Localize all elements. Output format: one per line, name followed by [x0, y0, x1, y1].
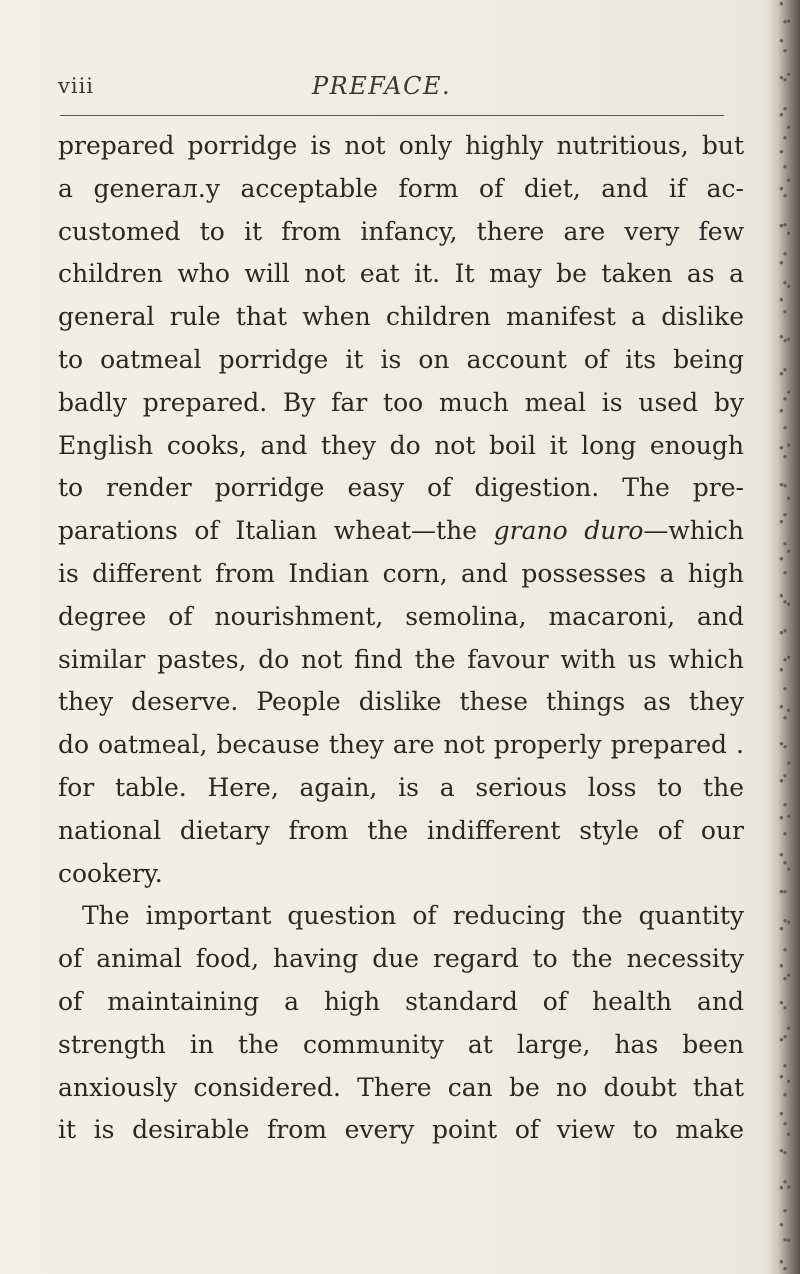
- text-line: to oatmeal porridge it is on account of its being: [58, 344, 744, 374]
- text-line: children who will not eat it. It may be taken as a: [58, 259, 744, 289]
- text-line: of maintaining a high standard of health and: [58, 986, 744, 1016]
- text-line-with-italic: [58, 510, 744, 553]
- text-line: of animal food, having due regard to the necessity: [58, 944, 744, 974]
- page-header: [58, 74, 726, 110]
- page-edge-speckle: [776, 0, 794, 1274]
- text-line: similar pastes, do not find the favour with us which: [58, 644, 744, 674]
- body-text: [58, 125, 744, 1152]
- text-line: degree of nourishment, semolina, macaroni, and: [58, 601, 744, 631]
- page-number: viii: [58, 74, 95, 98]
- text-line: for table. Here, again, is a serious loss to the: [58, 772, 744, 802]
- paragraph-first-line: The important question of reducing the quantity: [82, 901, 744, 931]
- text-line: national dietary from the indifferent style of our: [58, 815, 744, 845]
- line-text-after: —which: [643, 516, 744, 546]
- text-line: it is desirable from every point of view to make: [58, 1115, 744, 1145]
- text-line: cookery.: [58, 858, 163, 888]
- text-line: to render porridge easy of digestion. The pre-: [58, 473, 744, 503]
- text-line: anxiously considered. There can be no doubt that: [58, 1072, 744, 1102]
- text-line: prepared porridge is not only highly nutritious, but: [58, 131, 744, 160]
- text-line: customed to it from infancy, there are very few: [58, 216, 744, 246]
- text-line: a generaл.y acceptable form of diet, and if ac-: [58, 173, 744, 203]
- text-line: is different from Indian corn, and possesses a high: [58, 558, 744, 588]
- text-line: English cooks, and they do not boil it long enough: [58, 430, 744, 460]
- text-line: badly prepared. By far too much meal is used by: [58, 387, 744, 417]
- italic-term: grano duro: [493, 516, 644, 546]
- line-text-before: parations of Italian wheat—the: [58, 516, 494, 546]
- running-title: PREFACE.: [312, 72, 452, 100]
- text-line: strength in the community at large, has been: [58, 1029, 744, 1059]
- text-line: they deserve. People dislike these things as they: [58, 687, 744, 717]
- header-rule: [60, 115, 724, 116]
- text-line: general rule that when children manifest a dislike: [58, 302, 744, 332]
- text-line: do oatmeal, because they are not properly prepared .: [58, 730, 744, 760]
